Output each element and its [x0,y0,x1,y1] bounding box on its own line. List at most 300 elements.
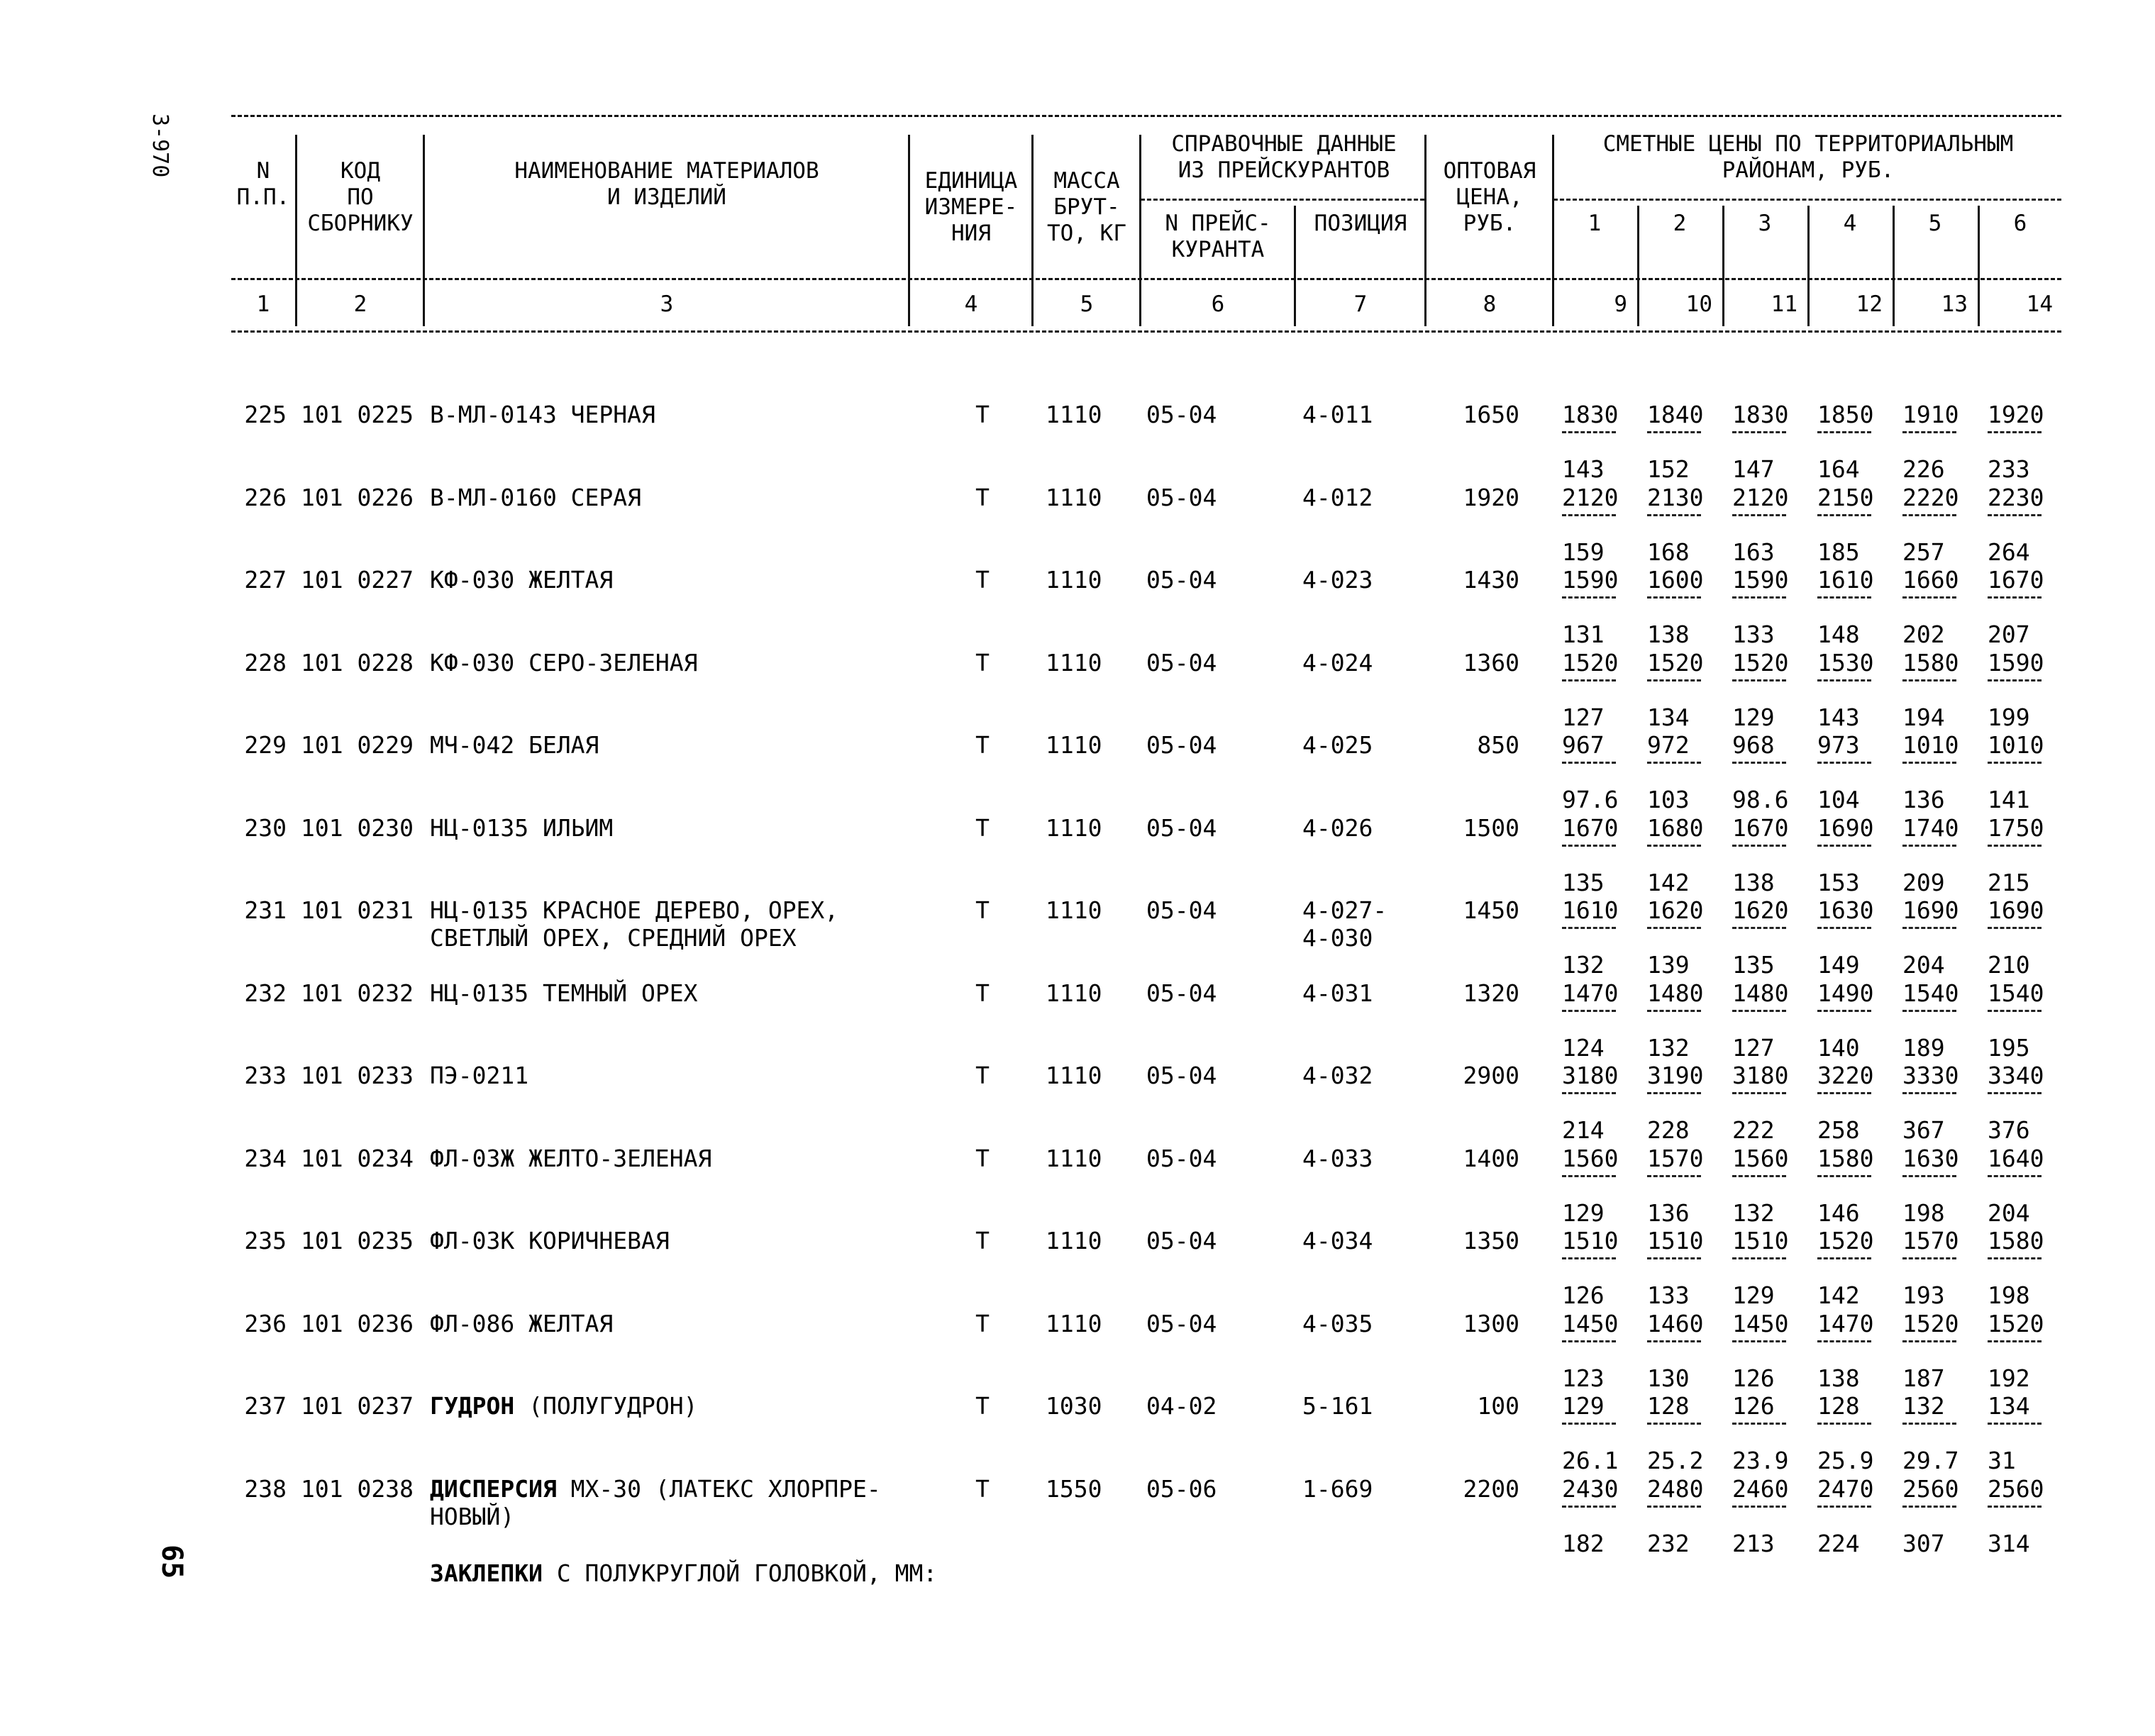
row-price-separator [1817,1257,1871,1259]
row-price-separator [1902,1092,1956,1094]
row-unit: Т [975,566,990,594]
row-price-separator [1988,845,2042,847]
row-unit: Т [975,1474,990,1503]
header-divider [1552,135,1554,326]
header-col-code: КОД ПО СБОРНИКУ [307,158,414,236]
row-transport-cost: 129 [1562,1198,1605,1227]
row-transport-cost: 127 [1562,703,1605,731]
header-divider [1807,206,1810,326]
row-unit: Т [975,1392,990,1420]
row-transport-cost: 187 [1902,1364,1945,1392]
row-name [430,483,642,511]
row-estimated-price: 3220 [1817,1062,1874,1089]
row-transport-cost: 29.7 [1902,1447,1959,1474]
row-name [430,403,655,426]
row-price-list: 04-02 [1146,1392,1217,1420]
header-bottom-rule [231,330,2061,333]
row-number: 237 [244,1392,287,1420]
header-divider [423,135,425,326]
header-region-2: 2 [1673,211,1687,236]
row-estimated-price: 3180 [1562,1062,1619,1089]
row-code: 101 0228 [301,648,414,677]
row-transport-cost: 185 [1817,538,1860,566]
row-unit: Т [975,648,990,677]
row-unit: Т [975,401,990,428]
row-price-separator [1902,1175,1956,1177]
header-region-4: 4 [1843,211,1857,236]
row-estimated-price: 1560 [1562,1144,1619,1172]
row-transport-cost: 193 [1902,1281,1945,1309]
row-price-separator [1562,596,1616,599]
row-price-separator [1732,1092,1786,1094]
row-transport-cost: 103 [1647,786,1690,813]
header-column-number: 11 [1771,291,1797,317]
row-code: 101 0234 [301,1144,414,1172]
row-code: 101 0226 [301,483,414,511]
row-name-continuation: НОВЫЙ) [430,1502,515,1530]
row-estimated-price: 1690 [1817,813,1874,842]
row-price-separator [1817,431,1871,433]
row-estimated-price: 2220 [1902,483,1959,511]
row-position: 4-012 [1302,483,1373,511]
row-number: 233 [244,1062,287,1089]
row-transport-cost: 140 [1817,1033,1860,1062]
row-number: 232 [244,979,287,1007]
row-estimated-price: 126 [1732,1392,1775,1420]
row-mass: 1110 [1046,896,1102,924]
row-transport-cost: 132 [1562,951,1605,979]
row-number: 238 [244,1474,287,1503]
row-price-separator [1562,1340,1616,1342]
row-name-text: КФ-030 СЕРО-ЗЕЛЕНАЯ [430,648,698,677]
row-estimated-price: 1620 [1647,896,1704,924]
row-price-separator [1988,596,2042,599]
row-price-separator [1647,1010,1701,1012]
row-estimated-price: 2230 [1988,483,2044,511]
row-estimated-price: 1510 [1647,1227,1704,1254]
row-price-separator [1647,514,1701,516]
row-estimated-price: 1630 [1817,896,1874,924]
row-estimated-price: 1830 [1562,401,1619,428]
row-price-separator [1562,1506,1616,1508]
row-transport-cost: 198 [1902,1198,1945,1227]
row-transport-cost: 194 [1902,703,1945,731]
header-top-rule [231,115,2061,117]
row-name-text: ФЛ-086 ЖЕЛТАЯ [430,1309,614,1337]
row-price-separator [1902,845,1956,847]
row-price-separator [1988,1010,2042,1012]
row-code: 101 0231 [301,896,414,924]
row-position: 4-024 [1302,648,1373,677]
row-name-text: ПЭ-0211 [430,1062,529,1089]
row-unit: Т [975,1309,990,1337]
row-estimated-price: 1530 [1817,648,1874,677]
row-price-separator [1817,514,1871,516]
row-mass: 1110 [1046,979,1102,1007]
row-transport-cost: 133 [1647,1281,1690,1309]
row-estimated-price: 1690 [1988,896,2044,924]
row-estimated-price: 1010 [1902,731,1959,759]
row-transport-cost: 182 [1562,1529,1605,1557]
row-price-separator [1817,1423,1871,1425]
row-estimated-price: 968 [1732,731,1775,759]
row-price-separator [1647,596,1701,599]
row-price-list: 05-04 [1146,1144,1217,1172]
row-transport-cost: 228 [1647,1116,1690,1144]
row-price-separator [1988,1340,2042,1342]
row-transport-cost: 135 [1562,868,1605,896]
row-name-bold: ГУДРОН [430,1392,515,1420]
row-price-separator [1562,1423,1616,1425]
row-price-separator [1562,1010,1616,1012]
row-transport-cost: 98.6 [1732,786,1789,813]
row-estimated-price: 1670 [1562,813,1619,842]
row-name-continuation: СВЕТЛЫЙ ОРЕХ, СРЕДНИЙ ОРЕХ [430,924,797,952]
row-estimated-price: 3180 [1732,1062,1789,1089]
row-estimated-price: 1010 [1988,731,2044,759]
row-number: 234 [244,1144,287,1172]
row-price-separator [1732,1506,1786,1508]
row-price-separator [1817,762,1871,764]
row-name [430,898,838,922]
row-price-separator [1817,1092,1871,1094]
row-code: 101 0230 [301,813,414,842]
row-name-text: В-МЛ-0143 ЧЕРНАЯ [430,401,655,428]
row-name [430,1474,881,1503]
row-mass: 1030 [1046,1392,1102,1420]
row-estimated-price: 1540 [1988,979,2044,1007]
row-name-text: (ПОЛУГУДРОН) [514,1392,698,1420]
row-price-separator [1732,679,1786,681]
row-estimated-price: 128 [1817,1392,1860,1420]
row-price-separator [1817,845,1871,847]
row-estimated-price: 3330 [1902,1062,1959,1089]
row-transport-cost: 131 [1562,621,1605,648]
row-estimated-price: 2460 [1732,1474,1789,1503]
row-transport-cost: 126 [1732,1364,1775,1392]
row-estimated-price: 1520 [1562,648,1619,677]
row-transport-cost: 136 [1902,786,1945,813]
row-mass: 1110 [1046,1144,1102,1172]
row-estimated-price: 973 [1817,731,1860,759]
header-column-number: 13 [1941,291,1968,317]
row-wholesale-price: 1400 [1463,1144,1519,1172]
row-code: 101 0238 [301,1474,414,1503]
header-col-name: НАИМЕНОВАНИЕ МАТЕРИАЛОВ И ИЗДЕЛИЙ [514,158,819,210]
row-position: 5-161 [1302,1392,1373,1420]
row-price-separator [1902,1010,1956,1012]
row-transport-cost: 314 [1988,1529,2030,1557]
row-transport-cost: 130 [1647,1364,1690,1392]
row-estimated-price: 1910 [1902,401,1959,428]
row-transport-cost: 199 [1988,703,2030,731]
row-price-separator [1647,1340,1701,1342]
header-divider [1031,135,1034,326]
row-estimated-price: 1450 [1562,1309,1619,1337]
row-price-separator [1732,1175,1786,1177]
row-estimated-price: 1480 [1647,979,1704,1007]
row-transport-cost: 202 [1902,621,1945,648]
row-estimated-price: 1570 [1647,1144,1704,1172]
row-transport-cost: 138 [1732,868,1775,896]
row-name [430,1144,712,1172]
row-estimated-price: 132 [1902,1392,1945,1420]
row-name [430,981,698,1005]
row-name [430,1309,614,1337]
row-estimated-price: 1660 [1902,566,1959,594]
header-column-number: 1 [256,291,270,317]
row-name-text: НЦ-0135 ТЕМНЫЙ ОРЕХ [430,979,698,1007]
row-estimated-price: 129 [1562,1392,1605,1420]
row-price-separator [1732,845,1786,847]
header-divider [1139,135,1141,326]
row-estimated-price: 1850 [1817,401,1874,428]
row-unit: Т [975,813,990,842]
row-estimated-price: 1830 [1732,401,1789,428]
row-price-separator [1562,514,1616,516]
footer-section-title [430,1559,938,1587]
row-number: 235 [244,1227,287,1254]
page-number: 65 [155,1545,188,1579]
row-estimated-price: 1920 [1988,401,2044,428]
row-price-list: 05-04 [1146,1227,1217,1254]
row-transport-cost: 143 [1562,455,1605,483]
row-estimated-price: 1610 [1817,566,1874,594]
header-divider [1294,206,1296,326]
row-price-separator [1732,762,1786,764]
row-transport-cost: 198 [1988,1281,2030,1309]
row-transport-cost: 139 [1647,951,1690,979]
row-estimated-price: 1520 [1902,1309,1959,1337]
row-estimated-price: 1520 [1817,1227,1874,1254]
row-number: 236 [244,1309,287,1337]
row-price-separator [1817,927,1871,929]
row-price-separator [1732,1340,1786,1342]
row-price-separator [1817,679,1871,681]
row-code: 101 0233 [301,1062,414,1089]
row-position: 4-031 [1302,979,1373,1007]
row-unit: Т [975,1227,990,1254]
row-wholesale-price: 850 [1477,731,1519,759]
row-price-separator [1647,1092,1701,1094]
row-price-separator [1902,1257,1956,1259]
header-region-1: 1 [1588,211,1602,236]
row-estimated-price: 1490 [1817,979,1874,1007]
row-price-separator [1562,431,1616,433]
header-group-reference: СПРАВОЧНЫЕ ДАННЫЕ ИЗ ПРЕЙСКУРАНТОВ [1171,131,1397,183]
row-number: 230 [244,813,287,842]
row-wholesale-price: 1350 [1463,1227,1519,1254]
row-wholesale-price: 1500 [1463,813,1519,842]
header-col-price-list: N ПРЕЙС- КУРАНТА [1165,211,1271,262]
row-estimated-price: 2560 [1988,1474,2044,1503]
row-name [430,813,614,842]
row-transport-cost: 213 [1732,1529,1775,1557]
row-name [430,1229,670,1252]
header-divider [1893,206,1895,326]
row-estimated-price: 1610 [1562,896,1619,924]
row-price-separator [1562,845,1616,847]
header-region-6: 6 [2013,211,2027,236]
row-position: 4-026 [1302,813,1373,842]
row-position: 4-034 [1302,1227,1373,1254]
row-price-separator [1647,927,1701,929]
row-transport-cost: 141 [1988,786,2030,813]
row-position-continuation: 4-030 [1302,924,1373,952]
header-column-number: 14 [2026,291,2053,317]
row-estimated-price: 1590 [1562,566,1619,594]
row-name-text: НЦ-0135 ИЛЬИМ [430,813,614,842]
row-estimated-price: 128 [1647,1392,1690,1420]
row-mass: 1550 [1046,1474,1102,1503]
row-estimated-price: 2480 [1647,1474,1704,1503]
row-price-separator [1647,431,1701,433]
row-position: 4-032 [1302,1062,1373,1089]
row-price-separator [1902,431,1956,433]
row-price-separator [1902,1340,1956,1342]
row-position: 4-027- [1302,896,1387,924]
row-estimated-price: 972 [1647,731,1690,759]
row-name [430,648,698,677]
row-price-separator [1817,596,1871,599]
row-code: 101 0232 [301,979,414,1007]
row-mass: 1110 [1046,731,1102,759]
row-price-separator [1988,927,2042,929]
header-divider [1722,206,1724,326]
row-mass: 1110 [1046,813,1102,842]
row-price-list: 05-04 [1146,483,1217,511]
row-price-separator [1988,514,2042,516]
header-col-number: N П.П. [236,158,290,210]
row-price-list: 05-04 [1146,813,1217,842]
row-estimated-price: 1670 [1988,566,2044,594]
row-price-separator [1817,1010,1871,1012]
row-estimated-price: 1750 [1988,813,2044,842]
row-estimated-price: 1580 [1817,1144,1874,1172]
row-transport-cost: 264 [1988,538,2030,566]
row-estimated-price: 2430 [1562,1474,1619,1503]
row-price-separator [1988,1092,2042,1094]
row-transport-cost: 142 [1817,1281,1860,1309]
row-transport-cost: 97.6 [1562,786,1619,813]
row-position: 4-011 [1302,401,1373,428]
row-transport-cost: 152 [1647,455,1690,483]
row-code: 101 0236 [301,1309,414,1337]
row-transport-cost: 149 [1817,951,1860,979]
row-estimated-price: 1460 [1647,1309,1704,1337]
row-transport-cost: 214 [1562,1116,1605,1144]
row-estimated-price: 1690 [1902,896,1959,924]
row-price-separator [1647,845,1701,847]
row-estimated-price: 1480 [1732,979,1789,1007]
row-price-separator [1647,762,1701,764]
row-transport-cost: 138 [1817,1364,1860,1392]
row-estimated-price: 2470 [1817,1474,1874,1503]
row-price-separator [1732,596,1786,599]
row-estimated-price: 1450 [1732,1309,1789,1337]
row-mass: 1110 [1046,648,1102,677]
row-transport-cost: 133 [1732,621,1775,648]
row-price-separator [1902,1423,1956,1425]
row-estimated-price: 1580 [1988,1227,2044,1254]
row-mass: 1110 [1046,401,1102,428]
row-transport-cost: 143 [1817,703,1860,731]
row-transport-cost: 163 [1732,538,1775,566]
row-unit: Т [975,1062,990,1089]
row-price-separator [1988,1423,2042,1425]
row-price-separator [1988,1506,2042,1508]
header-divider [1637,206,1639,326]
row-mass: 1110 [1046,1227,1102,1254]
header-region-5: 5 [1928,211,1942,236]
row-estimated-price: 1600 [1647,566,1704,594]
row-price-separator [1988,679,2042,681]
row-estimated-price: 134 [1988,1392,2030,1420]
row-position: 1-669 [1302,1474,1373,1503]
row-transport-cost: 129 [1732,703,1775,731]
row-code: 101 0225 [301,401,414,428]
row-estimated-price: 1520 [1647,648,1704,677]
row-transport-cost: 164 [1817,455,1860,483]
row-price-list: 05-04 [1146,896,1217,924]
row-transport-cost: 129 [1732,1281,1775,1309]
footer-section-rest: С ПОЛУКРУГЛОЙ ГОЛОВКОЙ, ММ: [542,1559,938,1587]
row-transport-cost: 204 [1902,951,1945,979]
row-transport-cost: 209 [1902,868,1945,896]
row-price-separator [1902,927,1956,929]
header-mid-rule [231,278,2061,280]
row-name-text: КФ-030 ЖЕЛТАЯ [430,566,614,594]
row-price-list: 05-04 [1146,401,1217,428]
header-column-number: 6 [1211,291,1225,317]
row-name-text: В-МЛ-0160 СЕРАЯ [430,483,642,511]
row-name-bold: ДИСПЕРСИЯ [430,1474,557,1503]
row-price-separator [1647,1175,1701,1177]
row-transport-cost: 146 [1817,1198,1860,1227]
row-number: 225 [244,401,287,428]
group-rule-ref [1141,199,1424,201]
row-price-separator [1562,927,1616,929]
row-transport-cost: 138 [1647,621,1690,648]
header-divider [1978,206,1980,326]
row-number: 228 [244,648,287,677]
row-estimated-price: 1670 [1732,813,1789,842]
header-column-number: 4 [964,291,978,317]
row-transport-cost: 25.9 [1817,1447,1874,1474]
row-wholesale-price: 1650 [1463,401,1519,428]
footer-section-bold: ЗАКЛЕПКИ [430,1559,543,1587]
header-divider [908,135,910,326]
row-name-text: МХ-30 (ЛАТЕКС ХЛОРПРЕ- [556,1474,881,1503]
row-estimated-price: 1620 [1732,896,1789,924]
header-column-number: 3 [660,291,674,317]
row-transport-cost: 195 [1988,1033,2030,1062]
header-column-number: 9 [1614,291,1627,317]
row-estimated-price: 1470 [1562,979,1619,1007]
row-price-separator [1902,514,1956,516]
header-col-unit: ЕДИНИЦА ИЗМЕРЕ- НИЯ [924,168,1018,246]
row-estimated-price: 1510 [1732,1227,1789,1254]
row-transport-cost: 126 [1562,1281,1605,1309]
row-transport-cost: 376 [1988,1116,2030,1144]
row-transport-cost: 257 [1902,538,1945,566]
row-price-separator [1647,1423,1701,1425]
row-transport-cost: 222 [1732,1116,1775,1144]
row-estimated-price: 2130 [1647,483,1704,511]
row-price-separator [1817,1340,1871,1342]
row-unit: Т [975,1144,990,1172]
row-transport-cost: 31 [1988,1447,2016,1474]
